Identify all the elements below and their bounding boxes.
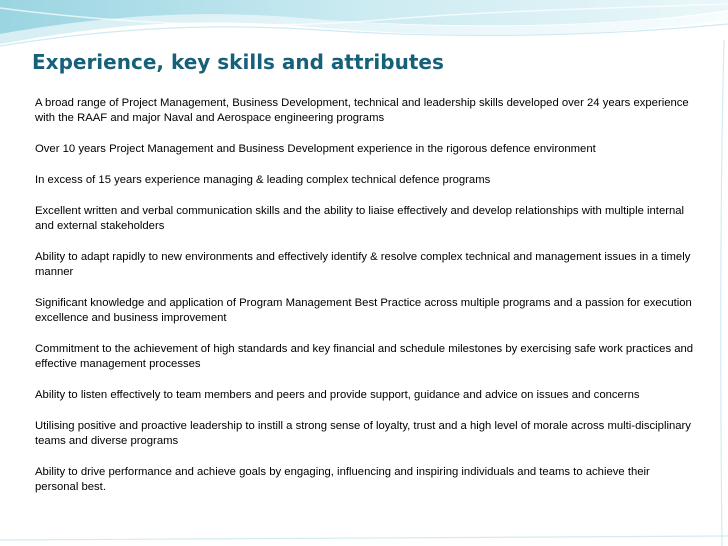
list-item: Ability to listen effectively to team members and peers and provide support, guidance and advice on issues and concerns (35, 389, 640, 401)
bottom-border (0, 536, 728, 540)
list-item: Significant knowledge and application of Program Management Best Practice across multiple programs and a passion for execution excellence and business improvement (35, 297, 692, 324)
list-item: Commitment to the achievement of high standards and key financial and schedule milestones by exercising safe work practices and effective management processes (35, 343, 694, 370)
right-border (721, 40, 724, 546)
skills-list (35, 96, 695, 511)
list-item: Utilising positive and proactive leadership to instill a strong sense of loyalty, trust and a high level of morale across multi-disciplinary teams and diverse programs (35, 420, 691, 447)
list-item: In excess of 15 years experience managing & leading complex technical defence programs (35, 174, 491, 186)
list-item: Over 10 years Project Management and Business Development experience in the rigorous defence environment (35, 143, 596, 155)
list-item: A broad range of Project Management, Business Development, technical and leadership skills developed over 24 years experience with the RAAF and major Naval and Aerospace engineering programs (35, 97, 689, 124)
slide-title: Experience, key skills and attributes (32, 50, 444, 74)
list-item: Excellent written and verbal communication skills and the ability to liaise effectively and develop relationships with multiple internal and external stakeholders (35, 205, 685, 232)
list-item: Ability to drive performance and achieve goals by engaging, influencing and inspiring individuals and teams to achieve their personal best. (35, 466, 650, 493)
list-item: Ability to adapt rapidly to new environments and effectively identify & resolve complex technical and management issues in a timely manner (35, 251, 691, 278)
